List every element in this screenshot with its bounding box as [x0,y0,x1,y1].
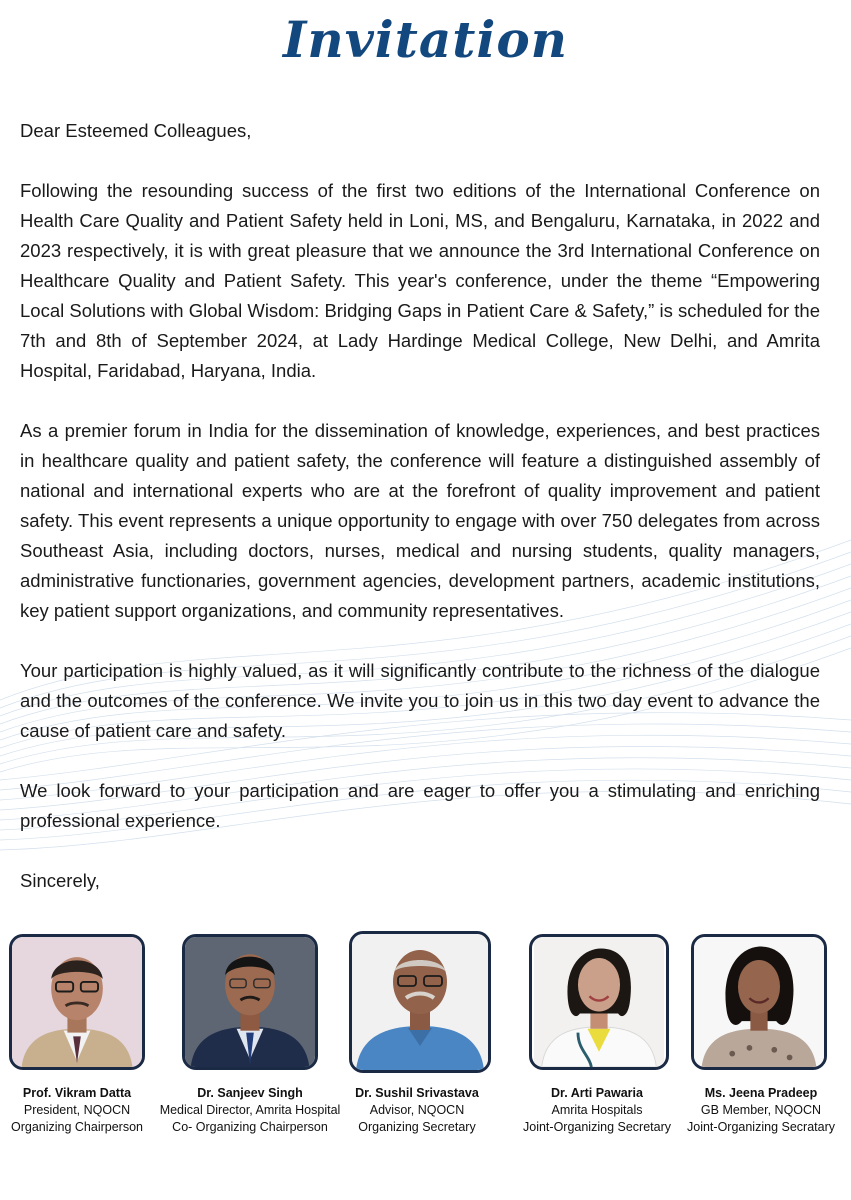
portrait-photo [182,934,318,1070]
signatory-role: Amrita Hospitals [551,1103,643,1117]
letter-paragraph: Following the resounding success of the first two editions of the International Conference on Health Care Quality and Patient Safety held in Loni, MS, and Bengaluru, Karnataka, in 2022 and 2023 respectively, it is with great pleasure that we announce the 3rd International Conference on Healthcare Quality and Patient Safety. This year's conference, under the theme “Empowering Local Solutions with Global Wisdom: Bridging Gaps in Patient Care & Safety,” is scheduled for the 7th and 8th of September 2024, at Lady Hardinge Medical College, New Delhi, and Amrita Hospital, Faridabad, Haryana, India. [20,180,820,381]
signatory-name: Ms. Jeena Pradeep [704,1086,818,1100]
letter-closing: Sincerely, [20,870,100,891]
signatory-role: Medical Director, Amrita Hospital [159,1103,341,1117]
signatory-name: Prof. Vikram Datta [22,1086,132,1100]
signatory-position: Joint-Organizing Secretary [523,1120,671,1134]
letter-greeting: Dear Esteemed Colleagues, [20,120,252,141]
portrait-photo [349,931,491,1073]
signatory-position: Organizing Secretary [358,1120,476,1134]
signatory-caption [322,1085,512,1136]
signatory-caption [155,1085,345,1136]
signatory-name: Dr. Arti Pawaria [551,1086,643,1100]
letter-paragraph: We look forward to your participation and are eager to offer you a stimulating and enriching professional experience. [20,780,820,831]
portrait-photo [691,934,827,1070]
signatory-caption [666,1085,851,1136]
invitation-letter [20,116,820,896]
signatory-position: Co- Organizing Chairperson [172,1120,328,1134]
signatory-name: Dr. Sanjeev Singh [197,1086,303,1100]
signatory-name: Dr. Sushil Srivastava [355,1086,479,1100]
signatory-position: Organizing Chairperson [10,1120,143,1134]
signatory-role: Advisor, NQOCN [369,1103,465,1117]
signatory-role: President, NQOCN [23,1103,131,1117]
letter-paragraph: As a premier forum in India for the dissemination of knowledge, experiences, and best practices in healthcare quality and patient safety, the conference will feature a distinguished assembly of national and international experts who are at the forefront of quality improvement and patient safety. This event represents a unique opportunity to engage with over 750 delegates from across Southeast Asia, including doctors, nurses, medical and nursing students, quality managers, administrative functionaries, government agencies, development partners, academic institutions, key patient support organizations, and community representatives. [20,420,820,621]
page-title: Invitation [282,10,569,69]
signatory-caption [0,1085,172,1136]
letter-paragraph: Your participation is highly valued, as it will significantly contribute to the richness of the dialogue and the outcomes of the conference. We invite you to join us in this two day event to advance the cause of patient care and safety. [20,660,820,741]
signatory-position: Joint-Organizing Secratary [687,1120,835,1134]
portrait-photo [529,934,669,1070]
signatory-role: GB Member, NQOCN [700,1103,822,1117]
signatory-caption [502,1085,692,1136]
portrait-photo [9,934,145,1070]
signatories-row [0,928,851,1148]
